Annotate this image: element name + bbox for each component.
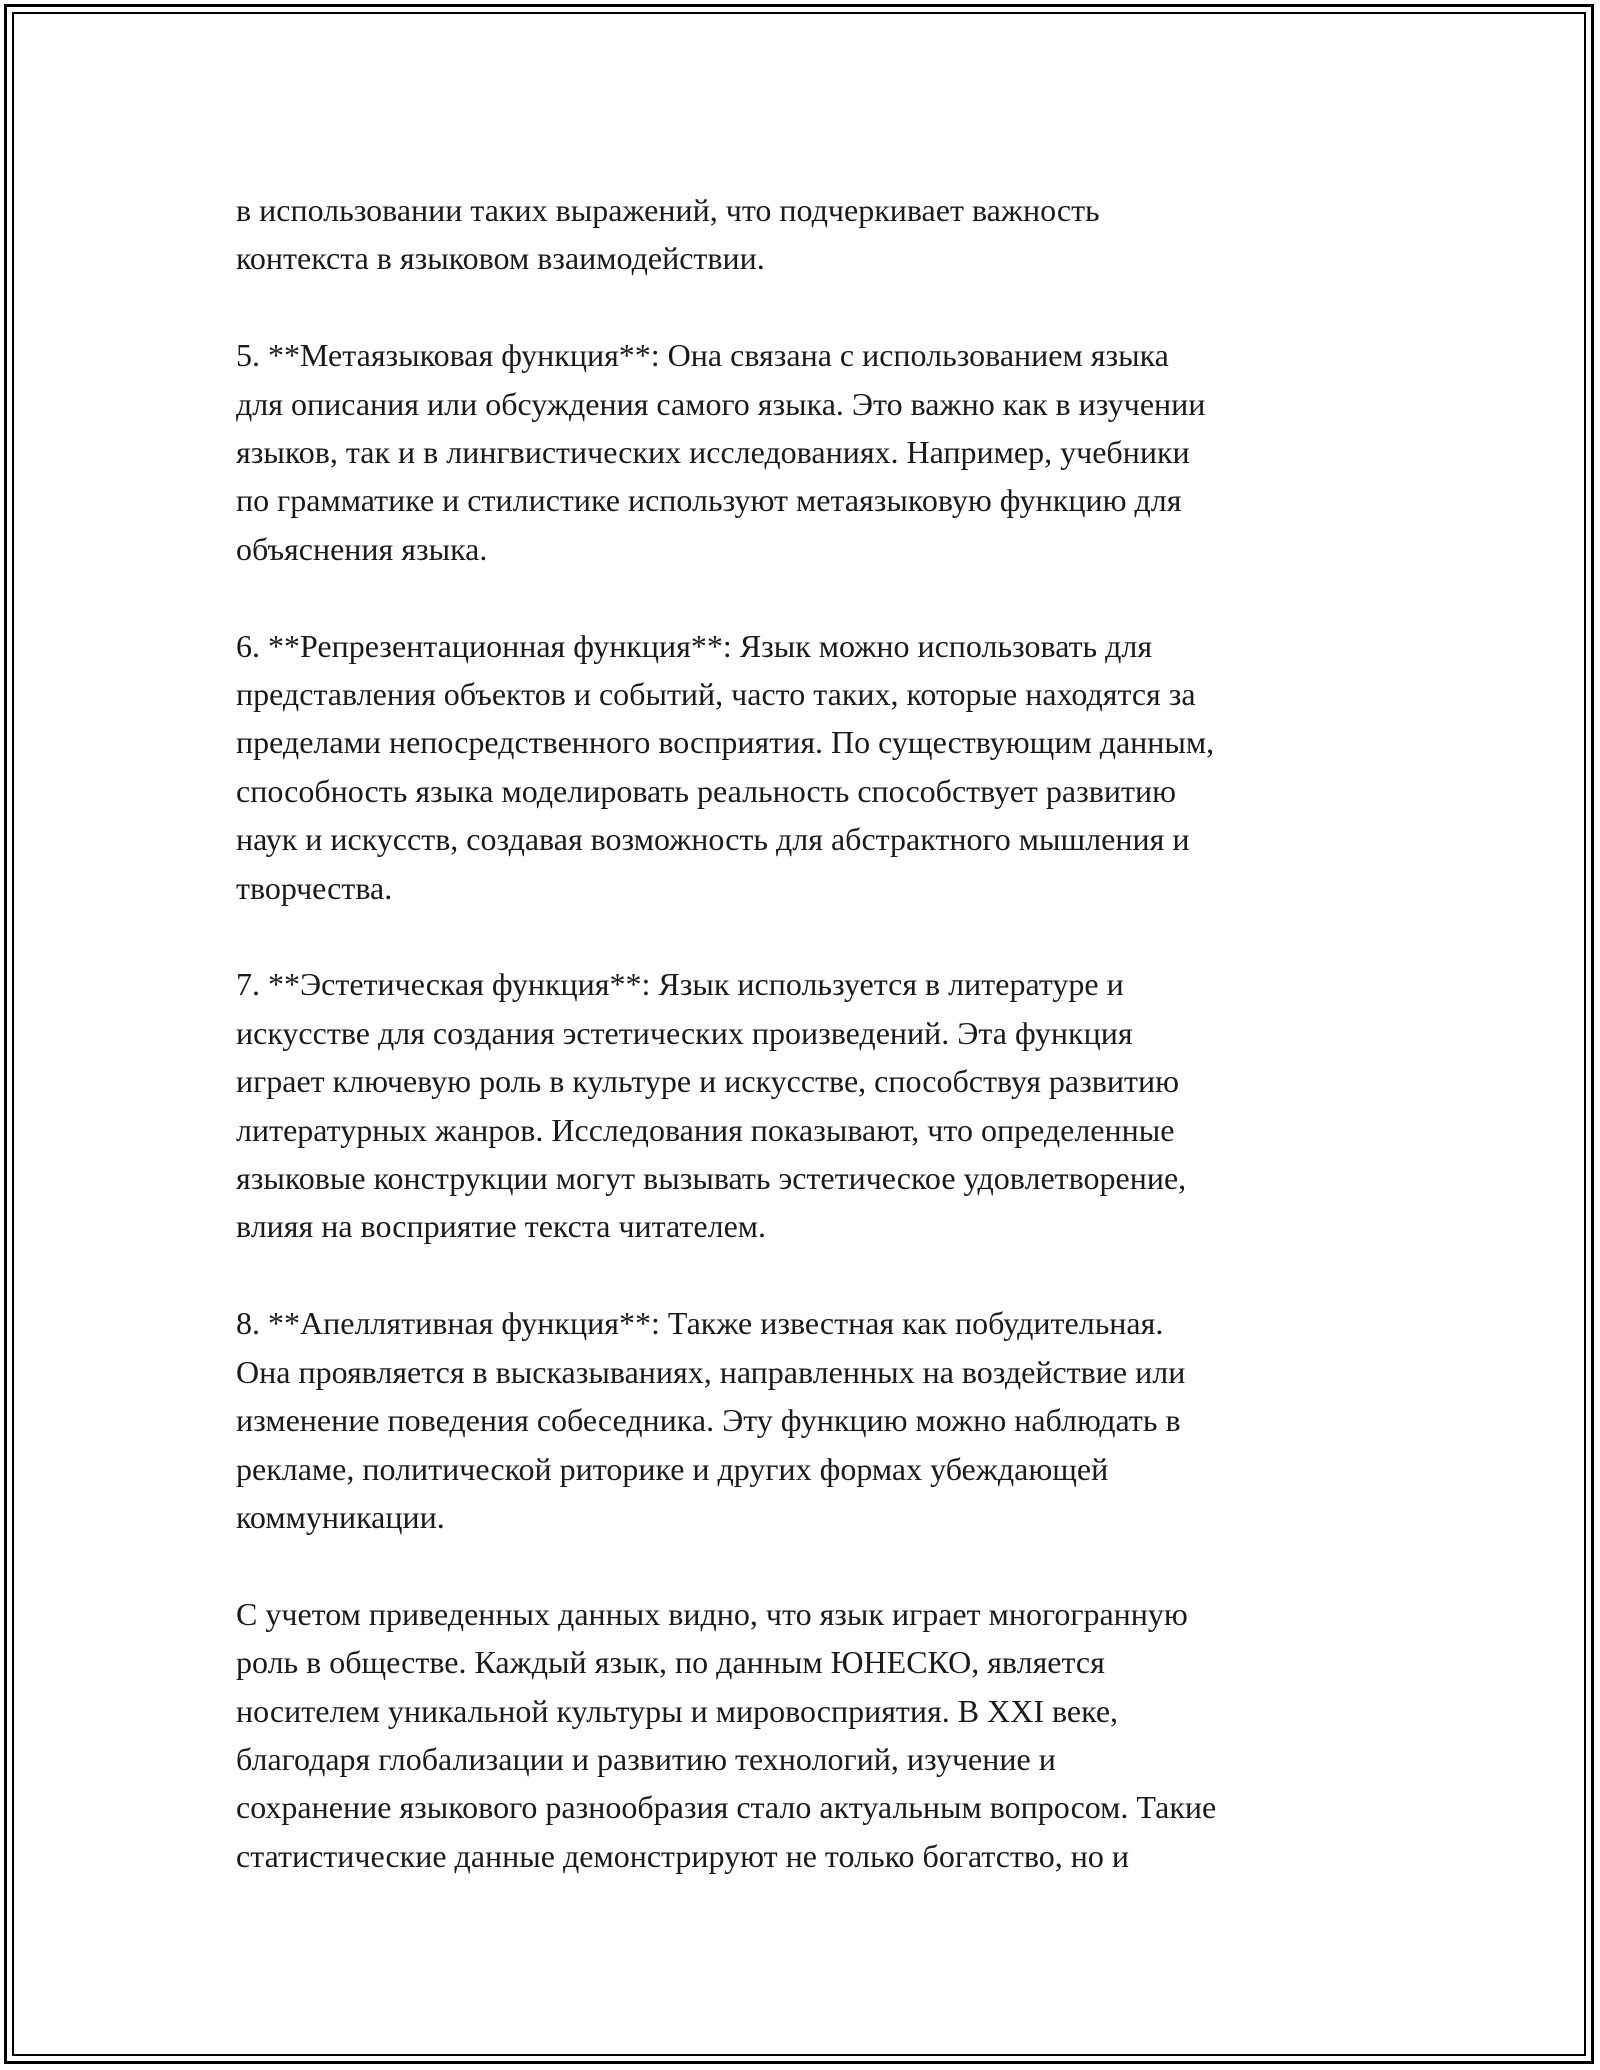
paragraph-continuation: в использовании таких выражений, что подчеркивает важность контекста в языковом взаимодействии. <box>236 192 1100 277</box>
paragraph-conclusion: С учетом приведенных данных видно, что язык играет многогранную роль в обществе. Каждый язык, по данным ЮНЕСКО, является носителем уникальной культуры и мировосприятия. В XXI веке, благодаря глобализации и развитию технологий, изучение и сохранение языкового разнообразия стало актуальным вопросом. Такие статистические данные демонстрируют не только богатство, но и <box>236 1595 1217 1874</box>
paragraph-representational-function: 6. **Репрезентационная функция**: Язык можно использовать для представления объектов и событий, часто таких, которые находятся за пределами непосредственного восприятия. По существующим данным, способность языка моделировать реальность способствует развитию наук и искусств, создавая возможность для абстрактного мышления и творчества. <box>236 627 1215 906</box>
paragraph-aesthetic-function: 7. **Эстетическая функция**: Язык используется в литературе и искусстве для создания эстетических произведений. Эта функция играет ключевую роль в культуре и искусстве, способствуя развитию литературных жанров. Исследования показывают, что определенные языковые конструкции могут вызывать эстетическое удовлетворение, влияя на восприятие текста читателем. <box>236 966 1187 1245</box>
paragraph-appellative-function: 8. **Апеллятивная функция**: Также известная как побудительная. Она проявляется в высказываниях, направленных на воздействие или изменение поведения собеседника. Эту функцию можно наблюдать в рекламе, политической риторике и других формах убеждающей коммуникации. <box>236 1305 1186 1535</box>
paragraph-metalinguistic-function: 5. **Метаязыковая функция**: Она связана с использованием языка для описания или обсуждения самого языка. Это важно как в изучении языков, так и в лингвистических исследованиях. Например, учебники по грамматике и стилистике используют метаязыковую функцию для объяснения языка. <box>236 337 1206 567</box>
document-body <box>236 186 1386 1880</box>
